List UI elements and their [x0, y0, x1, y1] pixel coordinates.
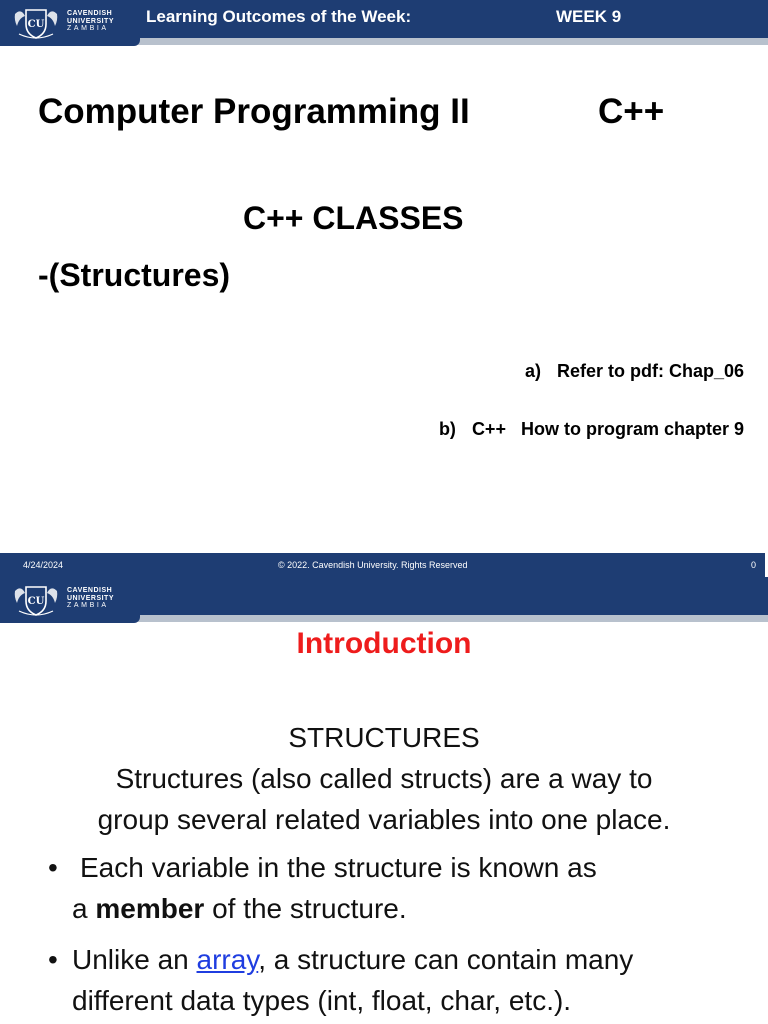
bullet-list [48, 847, 748, 1024]
bullet-dot-icon: • [48, 944, 58, 975]
svg-text:CU: CU [27, 19, 45, 30]
header-title: Learning Outcomes of the Week: [146, 7, 412, 26]
topic-title: C++ CLASSES [243, 200, 464, 236]
bullet-bold-term: member [95, 893, 205, 924]
paragraph-line: Structures (also called structs) are a way to [115, 763, 653, 794]
paragraph-line: group several related variables into one place. [97, 804, 671, 835]
reference-text: Refer to pdf: Chap_06 [556, 361, 744, 381]
logo-line3: ZAMBIA [67, 602, 109, 609]
bullet-line [72, 888, 748, 929]
bullet-item [48, 847, 748, 929]
slide-footer [0, 553, 768, 577]
logo-line2: UNIVERSITY [67, 17, 115, 25]
bullet-text: of the structure. [204, 893, 407, 924]
reference-item [409, 386, 744, 473]
logo-text [67, 587, 114, 610]
university-logo [0, 0, 140, 46]
university-crest-icon [13, 6, 59, 40]
svg-text:CU: CU [27, 596, 45, 607]
footer-copyright: © 2022. Cavendish University. Rights Reserved [278, 560, 468, 570]
course-title [38, 92, 665, 132]
slide-heading: Introduction [296, 627, 472, 660]
header-week: WEEK 9 [556, 7, 622, 26]
reference-marker: a) [524, 361, 541, 381]
bullet-dot-icon: • [48, 852, 58, 883]
bullet-text: , a structure can contain many [258, 944, 634, 975]
slide-introduction [0, 577, 768, 1024]
bullet-text: a [72, 893, 96, 924]
reference-item [409, 357, 744, 386]
logo-line1: CAVENDISH [67, 10, 113, 17]
reference-marker: b) [438, 419, 456, 439]
bullet-line: different data types (int, float, char, etc.). [72, 985, 572, 1016]
logo-line2: UNIVERSITY [67, 594, 115, 602]
bullet-line [72, 939, 748, 980]
logo-line1: CAVENDISH [67, 587, 113, 594]
logo-text [67, 10, 114, 33]
footer-date: 4/24/2024 [23, 560, 64, 570]
logo-line3: ZAMBIA [67, 25, 109, 32]
topic-subtitle: -(Structures) [38, 257, 231, 293]
footer-page-number: 0 [751, 560, 757, 570]
course-title-text: Computer Programming II [38, 92, 470, 131]
reference-list [409, 357, 744, 473]
bullet-line: Each variable in the structure is known as [80, 852, 597, 883]
university-crest-icon [13, 583, 59, 617]
reference-text: C++ How to program chapter 9 [471, 419, 744, 439]
bullet-text: Unlike an [72, 944, 197, 975]
bullet-item [48, 939, 748, 1021]
university-logo [0, 577, 140, 623]
section-title: STRUCTURES [288, 722, 480, 753]
course-language: C++ [598, 92, 665, 131]
array-link[interactable]: array [196, 944, 259, 975]
intro-paragraph [0, 717, 768, 840]
